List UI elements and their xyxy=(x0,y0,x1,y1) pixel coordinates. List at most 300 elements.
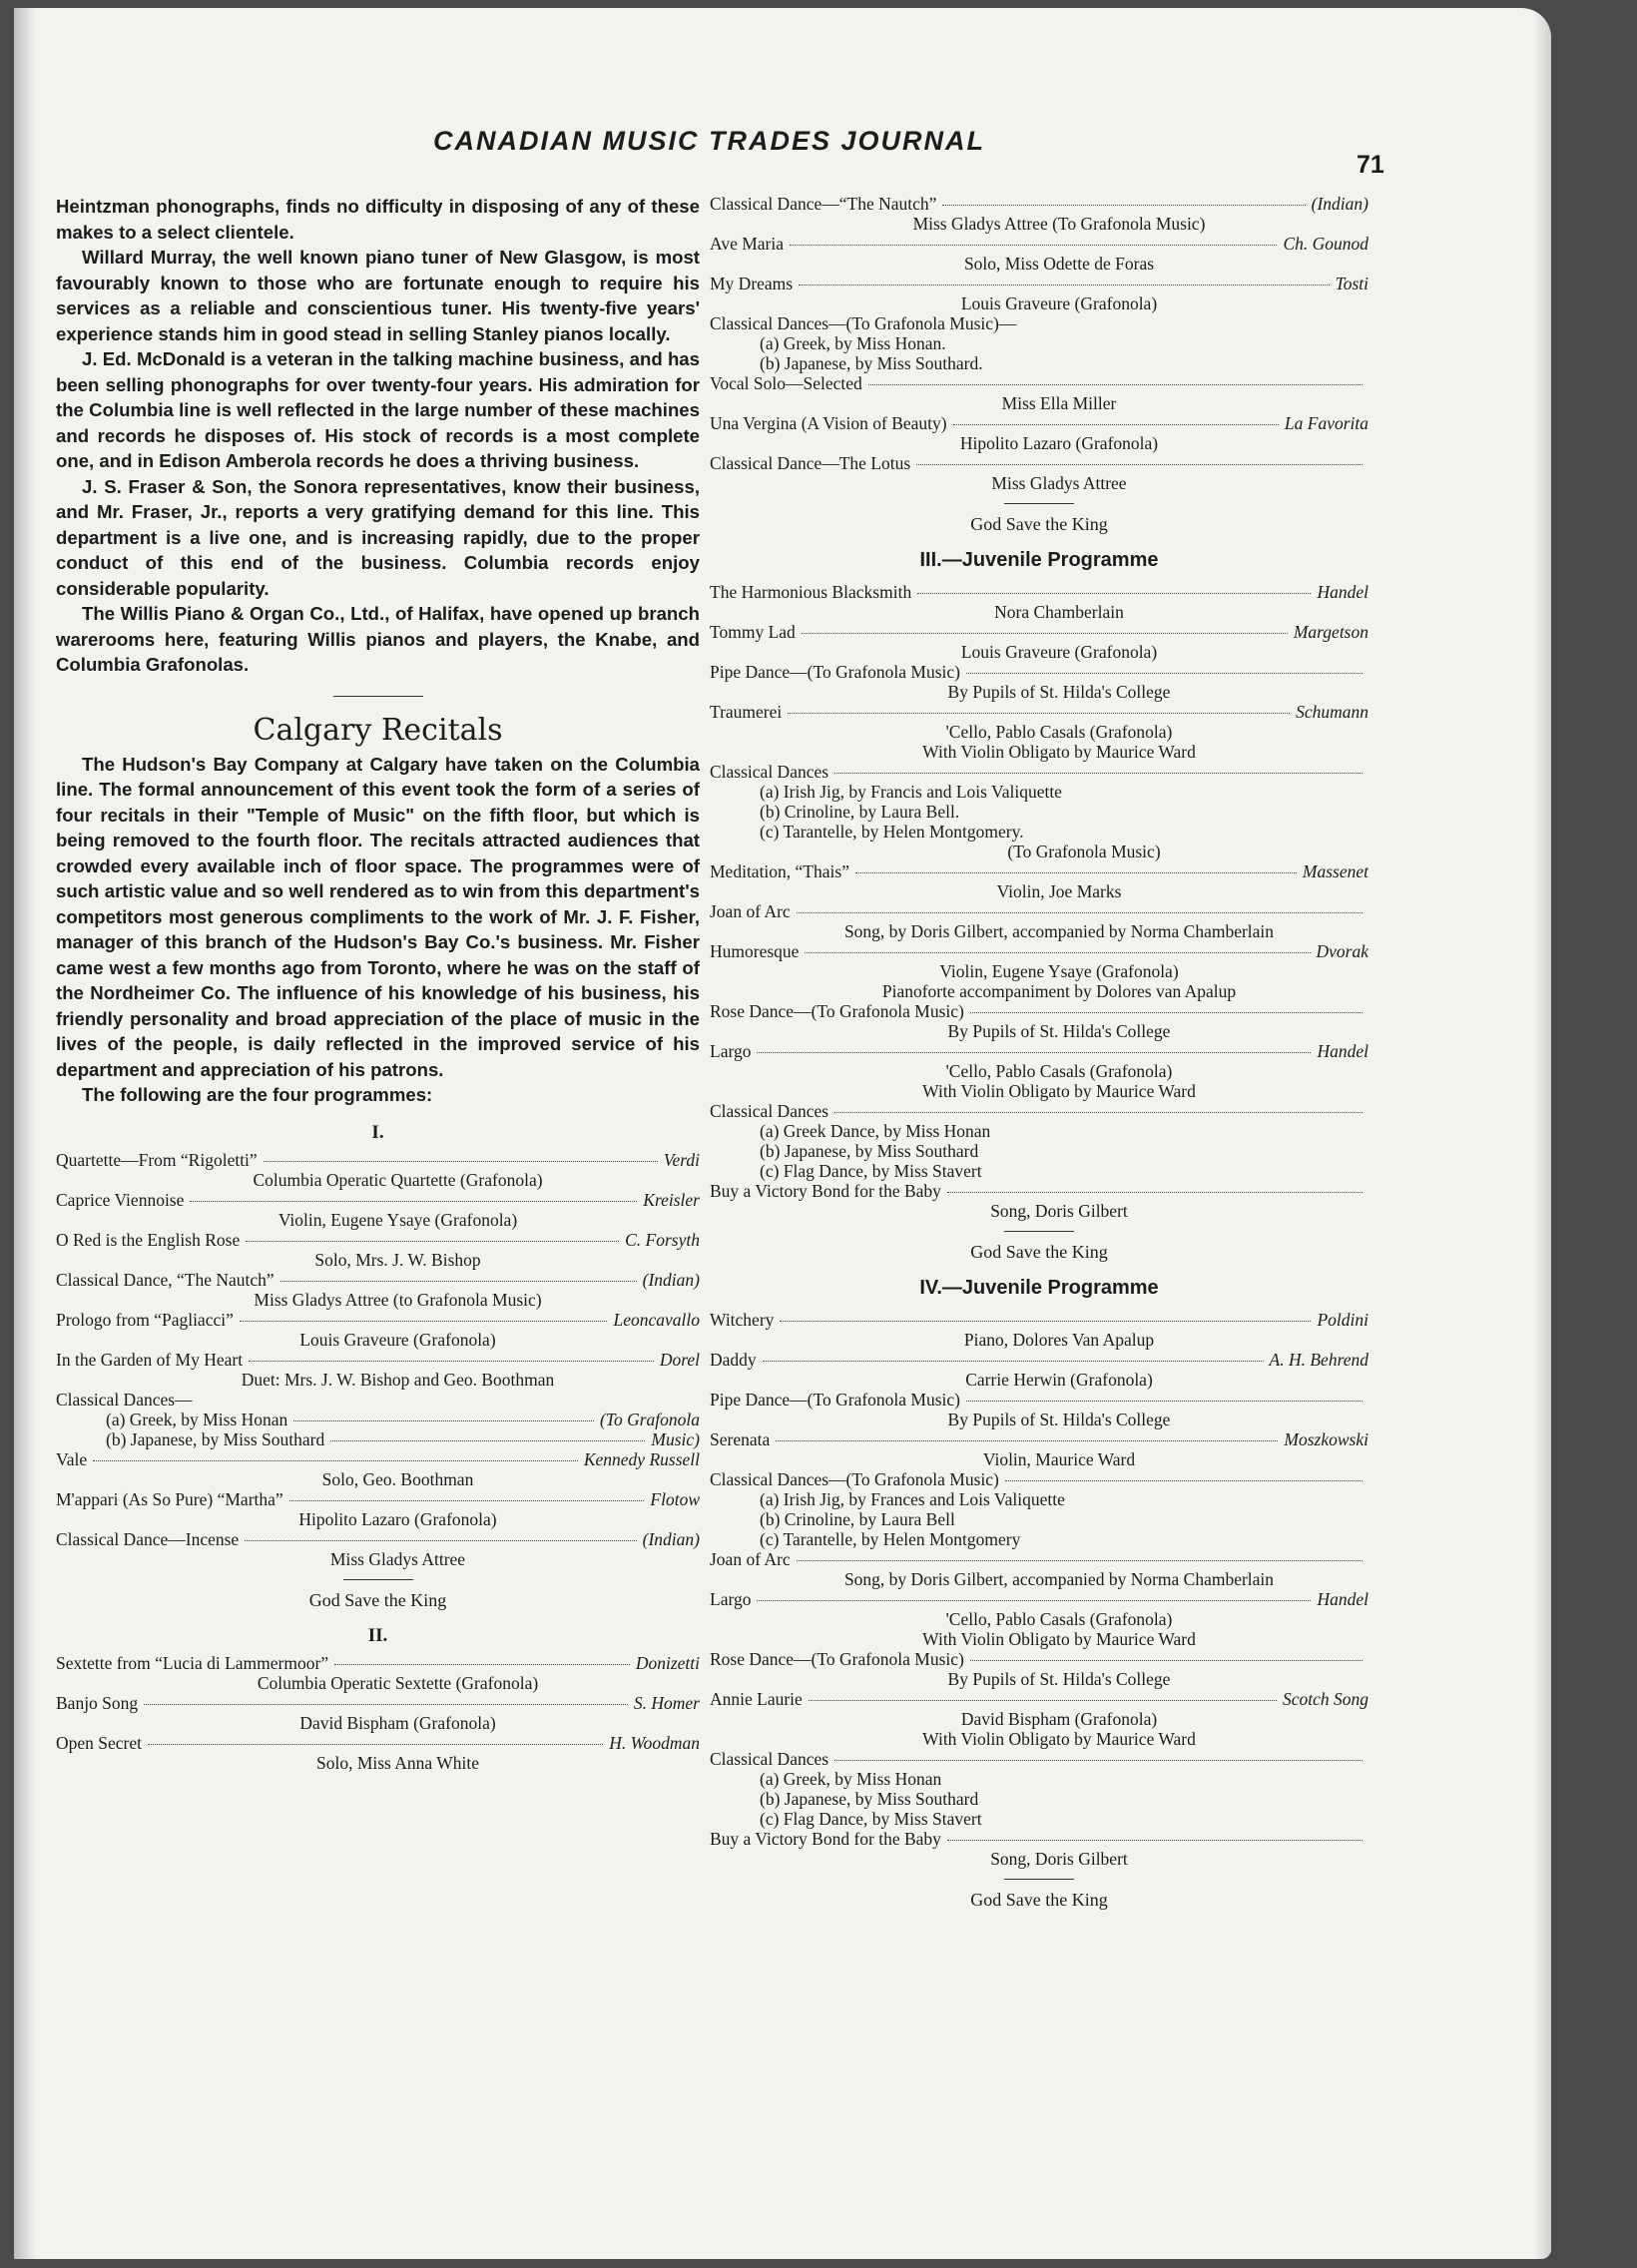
paragraph: The Willis Piano & Organ Co., Ltd., of Halifax, have opened up branch warerooms here, featuring Willis pianos and players, the Knabe, and Columbia Grafonolas. xyxy=(56,603,700,675)
item-performer: Violin, Maurice Ward xyxy=(982,1449,1136,1469)
programme-item xyxy=(710,941,1368,981)
programme-item xyxy=(710,1749,1368,1769)
section-rule xyxy=(333,696,423,697)
item-title: (b) Crinoline, by Laura Bell. xyxy=(760,802,960,822)
item-title: (a) Greek, by Miss Honan xyxy=(106,1409,288,1429)
item-composer: C. Forsyth xyxy=(625,1229,700,1250)
leader-dots xyxy=(757,1052,1311,1053)
programme-item-line xyxy=(710,1350,1368,1370)
programme-item xyxy=(710,981,1368,1001)
leader-dots xyxy=(802,633,1288,634)
item-title: In the Garden of My Heart xyxy=(56,1349,244,1370)
leader-dots xyxy=(334,1664,630,1665)
programme-item xyxy=(56,1733,700,1773)
running-head: CANADIAN MUSIC TRADES JOURNAL xyxy=(433,126,986,156)
item-composer: Donizetti xyxy=(635,1652,700,1673)
programme-list xyxy=(710,582,1368,1221)
item-performer: Song, by Doris Gilbert, accompanied by Norma Chamberlain xyxy=(843,921,1275,941)
programme-item xyxy=(710,1141,1368,1161)
programme-item-line xyxy=(760,1161,1368,1181)
programme-item-line xyxy=(710,1589,1368,1609)
item-performer: David Bispham (Grafonola) xyxy=(960,1709,1158,1729)
leader-dots xyxy=(240,1321,608,1322)
programme-item-line xyxy=(710,622,1368,642)
leader-dots xyxy=(93,1460,578,1461)
page-number: 71 xyxy=(1357,151,1384,179)
item-title: Classical Dance—The Lotus xyxy=(710,453,911,473)
programme-item-line xyxy=(760,1809,1368,1829)
programme-item xyxy=(710,702,1368,742)
programme-item xyxy=(710,1181,1368,1221)
item-composer: Dvorak xyxy=(1316,941,1368,961)
programme-list xyxy=(56,1150,700,1569)
programme-item-line xyxy=(710,1429,1368,1449)
programme-item xyxy=(710,802,1368,822)
programme-item xyxy=(710,313,1368,333)
item-performer: Miss Gladys Attree (to Grafonola Music) xyxy=(254,1289,542,1310)
leader-dots xyxy=(834,1112,1363,1113)
item-performer: Columbia Operatic Quartette (Grafonola) xyxy=(253,1169,543,1190)
item-title: (c) Tarantelle, by Helen Montgomery. xyxy=(760,822,1024,842)
programme-item xyxy=(710,1081,1368,1101)
item-composer: Schumann xyxy=(1296,702,1368,722)
item-title: O Red is the English Rose xyxy=(56,1229,241,1250)
item-performer: Piano, Dolores Van Apalup xyxy=(963,1330,1155,1350)
right-column xyxy=(710,194,1368,1925)
leader-dots xyxy=(776,1440,1278,1441)
programme-item xyxy=(710,861,1368,901)
leader-dots xyxy=(947,1192,1363,1193)
item-title: Annie Laurie xyxy=(710,1689,803,1709)
item-performer: Solo, Miss Odette de Foras xyxy=(963,254,1155,274)
closing-line: God Save the King xyxy=(970,1242,1108,1262)
leader-dots xyxy=(797,912,1363,913)
programme-item-line xyxy=(710,941,1368,961)
section-heading: Calgary Recitals xyxy=(253,712,503,748)
programme-item-line xyxy=(710,582,1368,602)
programme-item-line xyxy=(56,1150,700,1170)
programme-item xyxy=(710,762,1368,782)
item-title: Classical Dances—(To Grafonola Music) xyxy=(710,1469,999,1489)
programme-item xyxy=(710,1489,1368,1509)
leader-dots xyxy=(788,713,1290,714)
programme-heading: II. xyxy=(367,1624,388,1646)
programme-item-line xyxy=(760,1489,1368,1509)
item-performer: 'Cello, Pablo Casals (Grafonola) xyxy=(945,1061,1173,1081)
programme-item-line xyxy=(760,1769,1368,1789)
programme-item xyxy=(710,194,1368,234)
programme-item xyxy=(710,1549,1368,1589)
programme-item xyxy=(710,622,1368,662)
item-title: Classical Dance—Incense xyxy=(56,1528,240,1549)
item-performer: With Violin Obligato by Maurice Ward xyxy=(922,1081,1196,1101)
item-composer: (To Grafonola xyxy=(599,1409,700,1429)
programme-item-line xyxy=(106,1410,700,1429)
leader-dots xyxy=(190,1201,637,1202)
programme-item-line xyxy=(760,333,1368,353)
programme-item xyxy=(710,1469,1368,1489)
item-performer: Louis Graveure (Grafonola) xyxy=(960,293,1158,313)
item-title: Largo xyxy=(710,1041,752,1061)
item-title: The Harmonious Blacksmith xyxy=(710,582,912,602)
programme-item xyxy=(710,1589,1368,1629)
item-performer: By Pupils of St. Hilda's College xyxy=(947,682,1171,702)
programme-item xyxy=(710,1829,1368,1869)
programme-item-line xyxy=(56,1489,700,1509)
leader-dots xyxy=(970,1660,1363,1661)
programme-item-line xyxy=(710,1549,1368,1569)
item-performer: Violin, Eugene Ysaye (Grafonola) xyxy=(277,1209,518,1230)
programme-item-line xyxy=(106,1429,700,1449)
item-title: Pipe Dance—(To Grafonola Music) xyxy=(710,1390,960,1410)
programme-item-line xyxy=(56,1270,700,1290)
programme-heading: III.—Juvenile Programme xyxy=(919,549,1159,571)
leader-dots xyxy=(809,1700,1277,1701)
programme-item xyxy=(56,1150,700,1190)
programme-item xyxy=(710,1769,1368,1789)
binding-shadow xyxy=(14,8,36,2259)
item-composer: H. Woodman xyxy=(609,1732,700,1753)
item-performer: Violin, Eugene Ysaye (Grafonola) xyxy=(939,961,1179,981)
programme-item-line xyxy=(710,1649,1368,1669)
left-column xyxy=(56,194,700,1773)
programme-item xyxy=(710,234,1368,274)
programme-item-line xyxy=(710,1101,1368,1121)
programme-list xyxy=(56,1653,700,1773)
item-title: Rose Dance—(To Grafonola Music) xyxy=(710,1001,964,1021)
programme-item xyxy=(710,1689,1368,1729)
item-composer: A. H. Behrend xyxy=(1269,1350,1368,1370)
item-performer: Solo, Miss Anna White xyxy=(315,1752,480,1773)
item-title: Joan of Arc xyxy=(710,901,791,921)
item-composer: (Indian) xyxy=(1311,194,1368,214)
item-title: Humoresque xyxy=(710,941,800,961)
programme-item-line xyxy=(56,1390,700,1410)
item-performer: Miss Gladys Attree (To Grafonola Music) xyxy=(912,214,1206,234)
programme-item-line xyxy=(760,353,1368,373)
item-title: (b) Japanese, by Miss Southard xyxy=(760,1141,979,1161)
programme-item-line xyxy=(710,762,1368,782)
programme-rule xyxy=(1004,1231,1074,1232)
programme-item-line xyxy=(760,1789,1368,1809)
programme-item xyxy=(710,413,1368,453)
programme-item-line xyxy=(56,1350,700,1370)
programme-item-line xyxy=(56,1733,700,1753)
item-title: Ave Maria xyxy=(710,234,785,254)
item-title: Buy a Victory Bond for the Baby xyxy=(710,1829,941,1849)
item-composer: Kreisler xyxy=(643,1189,700,1210)
paragraph: J. S. Fraser & Son, the Sonora representatives, know their business, and Mr. Fraser, Jr., reports a very gratifying demand for this line. This department is a live one, and is increasing rapidly, due to the proper conduct of this end of the business. Columbia records enjoy considerable popularity. xyxy=(56,475,700,599)
item-composer: Handel xyxy=(1317,1041,1368,1061)
leader-dots xyxy=(330,1440,645,1441)
leader-dots xyxy=(780,1321,1311,1322)
item-title: Open Secret xyxy=(56,1732,143,1753)
journal-page xyxy=(14,8,1551,2259)
item-title: (b) Japanese, by Miss Southard. xyxy=(760,353,983,373)
item-title: Daddy xyxy=(710,1350,757,1370)
item-performer: Louis Graveure (Grafonola) xyxy=(960,642,1158,662)
item-title: Buy a Victory Bond for the Baby xyxy=(710,1181,941,1201)
programme-item xyxy=(56,1270,700,1310)
leader-dots xyxy=(249,1361,654,1362)
programme-item xyxy=(710,1729,1368,1749)
programme-item xyxy=(56,1310,700,1350)
leader-dots xyxy=(942,205,1305,206)
programme-item xyxy=(56,1529,700,1569)
programme-item-line xyxy=(760,1509,1368,1529)
item-title: Classical Dance—“The Nautch” xyxy=(710,194,937,214)
closing-line: God Save the King xyxy=(970,514,1108,534)
item-composer: Handel xyxy=(1317,1589,1368,1609)
programme-item xyxy=(710,1789,1368,1809)
item-title: (a) Greek Dance, by Miss Honan xyxy=(760,1121,991,1141)
item-composer: Flotow xyxy=(650,1488,700,1509)
item-title: Classical Dances—(To Grafonola Music)— xyxy=(710,313,1017,333)
item-title: Classical Dances— xyxy=(56,1389,193,1410)
item-composer: (Indian) xyxy=(642,1269,700,1290)
leader-dots xyxy=(966,1401,1363,1402)
item-composer: Verdi xyxy=(663,1149,700,1170)
leader-dots xyxy=(264,1161,658,1162)
programme-item xyxy=(710,1041,1368,1081)
item-title: Largo xyxy=(710,1589,752,1609)
programme-item-line xyxy=(710,234,1368,254)
programme-heading: IV.—Juvenile Programme xyxy=(919,1277,1159,1299)
item-performer: Solo, Geo. Boothman xyxy=(321,1468,474,1489)
programme-rule xyxy=(1004,503,1074,504)
leader-dots xyxy=(790,245,1277,246)
programme-item xyxy=(710,822,1368,861)
programme-item xyxy=(710,1649,1368,1689)
item-performer: By Pupils of St. Hilda's College xyxy=(947,1669,1171,1689)
programme-list xyxy=(710,1310,1368,1869)
item-title: (a) Irish Jig, by Frances and Lois Valiquette xyxy=(760,1489,1065,1509)
item-composer: Dorel xyxy=(659,1349,700,1370)
programme-item xyxy=(56,1653,700,1693)
programme-item xyxy=(710,582,1368,622)
programme-item xyxy=(710,274,1368,313)
paragraph: The Hudson's Bay Company at Calgary have taken on the Columbia line. The formal announcement of this event took the form of a series of four recitals in their "Temple of Music" on the fifth floor, but which is being removed to the fourth floor. The recitals attracted audiences that crowded every available inch of floor space. The programmes were of such artistic value and so well rendered as to win from this department's competitors most generous compliments to the work of Mr. J. F. Fisher, manager of this branch of the Hudson's Bay Co.'s business. Mr. Fisher came west a few months ago from Toronto, where he was on the staff of the Nordheimer Co. The influence of his knowledge of his business, his friendly personality and broad appreciation of the place of music in the lives of the people, is daily reflected in the improved service of his department and appreciation of his patrons. xyxy=(56,753,700,1080)
programme-item-line xyxy=(760,782,1368,802)
item-title: Serenata xyxy=(710,1429,771,1449)
programme-item-line xyxy=(760,822,1368,842)
leader-dots xyxy=(148,1744,603,1745)
item-title: (a) Greek, by Miss Honan. xyxy=(760,333,946,353)
leader-dots xyxy=(970,1012,1363,1013)
item-performer: With Violin Obligato by Maurice Ward xyxy=(922,1629,1196,1649)
programme-item xyxy=(710,1121,1368,1141)
programme-item xyxy=(56,1350,700,1390)
item-performer: Miss Ella Miller xyxy=(1001,393,1117,413)
programme-rule xyxy=(343,1579,413,1580)
leader-dots xyxy=(763,1361,1264,1362)
item-composer: (Indian) xyxy=(642,1528,700,1549)
programme-item-line xyxy=(710,1469,1368,1489)
item-performer: Pianoforte accompaniment by Dolores van Apalup xyxy=(881,981,1237,1001)
item-title: Rose Dance—(To Grafonola Music) xyxy=(710,1649,964,1669)
item-performer: 'Cello, Pablo Casals (Grafonola) xyxy=(945,1609,1173,1629)
item-title: Vocal Solo—Selected xyxy=(710,373,862,393)
programme-item-line xyxy=(56,1190,700,1210)
leader-dots xyxy=(245,1540,636,1541)
item-title: Caprice Viennoise xyxy=(56,1189,185,1210)
programme-item xyxy=(56,1230,700,1270)
programme-item xyxy=(710,1809,1368,1829)
programme-item-line xyxy=(710,194,1368,214)
leader-dots xyxy=(868,384,1363,385)
item-title: My Dreams xyxy=(710,274,794,293)
programme-heading: I. xyxy=(371,1121,384,1143)
item-performer: Nora Chamberlain xyxy=(994,602,1124,622)
item-composer: Moszkowski xyxy=(1284,1429,1368,1449)
leader-dots xyxy=(966,673,1363,674)
item-performer: 'Cello, Pablo Casals (Grafonola) xyxy=(945,722,1173,742)
item-title: Witchery xyxy=(710,1310,775,1330)
programme-item xyxy=(710,662,1368,702)
programme-item xyxy=(710,333,1368,353)
item-performer: Louis Graveure (Grafonola) xyxy=(299,1329,496,1350)
programme-item xyxy=(56,1693,700,1733)
programme-item xyxy=(710,1529,1368,1549)
programme-item xyxy=(56,1190,700,1230)
item-composer: Handel xyxy=(1317,582,1368,602)
item-composer: Leoncavallo xyxy=(613,1309,700,1330)
item-performer: By Pupils of St. Hilda's College xyxy=(947,1021,1171,1041)
programme-item-line xyxy=(710,1390,1368,1410)
programme-item-line xyxy=(56,1310,700,1330)
programme-item xyxy=(710,782,1368,802)
item-composer: Ch. Gounod xyxy=(1283,234,1368,254)
programme-item-line xyxy=(710,1829,1368,1849)
paragraph: Heintzman phonographs, finds no difficulty in disposing of any of these makes to a select clientele. xyxy=(56,196,700,243)
programme-item-line xyxy=(56,1449,700,1469)
programme-item xyxy=(56,1410,700,1429)
programme-item xyxy=(710,901,1368,941)
programme-item-line xyxy=(710,1001,1368,1021)
programme-item-line xyxy=(56,1230,700,1250)
item-title: Classical Dances xyxy=(710,1101,829,1121)
item-performer: Solo, Mrs. J. W. Bishop xyxy=(314,1249,481,1270)
programme-item xyxy=(56,1429,700,1449)
programme-item-line xyxy=(56,1693,700,1713)
programme-item-line xyxy=(710,861,1368,881)
item-performer: Hipolito Lazaro (Grafonola) xyxy=(298,1508,497,1529)
programme-item-line xyxy=(760,1141,1368,1161)
item-composer: La Favorita xyxy=(1284,413,1368,433)
programme-item-line xyxy=(760,1529,1368,1549)
closing-line: God Save the King xyxy=(970,1890,1108,1910)
leader-dots xyxy=(805,952,1310,953)
leader-dots xyxy=(917,593,1311,594)
programme-item xyxy=(56,1390,700,1410)
item-title: Meditation, “Thais” xyxy=(710,861,849,881)
leader-dots xyxy=(916,464,1363,465)
programme-item-line xyxy=(710,1310,1368,1330)
item-title: Traumerei xyxy=(710,702,783,722)
leader-dots xyxy=(757,1600,1311,1601)
programme-item xyxy=(710,1509,1368,1529)
leader-dots xyxy=(280,1281,637,1282)
leader-dots xyxy=(947,1840,1363,1841)
programme-item-line xyxy=(710,1689,1368,1709)
item-title: Classical Dances xyxy=(710,762,829,782)
programme-item xyxy=(710,1429,1368,1469)
item-performer: (To Grafonola Music) xyxy=(1007,842,1161,861)
item-title: M'appari (As So Pure) “Martha” xyxy=(56,1488,283,1509)
item-title: (b) Japanese, by Miss Southard xyxy=(760,1789,979,1809)
item-composer: S. Homer xyxy=(633,1692,700,1713)
paragraph: J. Ed. McDonald is a veteran in the talking machine business, and has been selling phonographs for over twenty-four years. His admiration for the Columbia line is well reflected in the large number of these machines and records he disposes of. His stock of records is a most complete one, and in Edison Amberola records he does a thriving business. xyxy=(56,348,700,471)
item-performer: Song, by Doris Gilbert, accompanied by Norma Chamberlain xyxy=(843,1569,1275,1589)
item-title: (c) Tarantelle, by Helen Montgomery xyxy=(760,1529,1021,1549)
programme-item-line xyxy=(710,901,1368,921)
item-title: (a) Greek, by Miss Honan xyxy=(760,1769,942,1789)
leader-dots xyxy=(1005,1480,1363,1481)
item-title: Vale xyxy=(56,1448,88,1469)
programme-item xyxy=(56,1449,700,1489)
item-title: Classical Dance, “The Nautch” xyxy=(56,1269,274,1290)
programme-list xyxy=(710,194,1368,493)
item-title: (a) Irish Jig, by Francis and Lois Valiquette xyxy=(760,782,1062,802)
programme-item-line xyxy=(760,802,1368,822)
leader-dots xyxy=(293,1420,594,1421)
item-performer: Columbia Operatic Sextette (Grafonola) xyxy=(257,1672,539,1693)
programme-item-line xyxy=(56,1653,700,1673)
programme-item-line xyxy=(760,1121,1368,1141)
item-performer: With Violin Obligato by Maurice Ward xyxy=(922,1729,1196,1749)
item-title: Una Vergina (A Vision of Beauty) xyxy=(710,413,947,433)
programme-item-line xyxy=(710,413,1368,433)
closing-line: God Save the King xyxy=(308,1589,447,1610)
programme-item-line xyxy=(710,1041,1368,1061)
page-edge xyxy=(1533,8,1551,2259)
item-performer: Duet: Mrs. J. W. Bishop and Geo. Boothman xyxy=(241,1369,555,1390)
item-performer: With Violin Obligato by Maurice Ward xyxy=(922,742,1196,762)
item-composer: Massenet xyxy=(1302,861,1368,881)
programme-item xyxy=(56,1489,700,1529)
item-title: (b) Japanese, by Miss Southard xyxy=(106,1428,325,1449)
item-performer: By Pupils of St. Hilda's College xyxy=(947,1410,1171,1429)
item-performer: Hipolito Lazaro (Grafonola) xyxy=(959,433,1159,453)
item-performer: Carrie Herwin (Grafonola) xyxy=(965,1370,1153,1390)
programme-item xyxy=(710,373,1368,413)
leader-dots xyxy=(797,1560,1363,1561)
programme-item xyxy=(710,453,1368,493)
programme-item-line xyxy=(710,1181,1368,1201)
item-title: (c) Flag Dance, by Miss Stavert xyxy=(760,1161,982,1181)
item-title: Tommy Lad xyxy=(710,622,796,642)
item-performer: Miss Gladys Attree xyxy=(329,1548,466,1569)
programme-item-line xyxy=(710,702,1368,722)
item-title: Classical Dances xyxy=(710,1749,829,1769)
leader-dots xyxy=(953,424,1279,425)
paragraph: Willard Murray, the well known piano tuner of New Glasgow, is most favourably known to those who are fortunate enough to require his services as a reliable and conscientious tuner. His twenty-five years' experience stands him in good stead in selling Stanley pianos locally. xyxy=(56,247,700,344)
leader-dots xyxy=(144,1704,628,1705)
item-composer: Kennedy Russell xyxy=(583,1448,700,1469)
programme-item-line xyxy=(710,662,1368,682)
item-title: Sextette from “Lucia di Lammermoor” xyxy=(56,1652,329,1673)
leader-dots xyxy=(246,1241,619,1242)
item-title: Quartette—From “Rigoletti” xyxy=(56,1149,258,1170)
leader-dots xyxy=(834,773,1363,774)
leader-dots xyxy=(799,284,1329,285)
item-title: Joan of Arc xyxy=(710,1549,791,1569)
programme-item-line xyxy=(710,453,1368,473)
programme-item xyxy=(710,1629,1368,1649)
programme-item xyxy=(710,353,1368,373)
leader-dots xyxy=(289,1500,645,1501)
programme-item-line xyxy=(710,373,1368,393)
